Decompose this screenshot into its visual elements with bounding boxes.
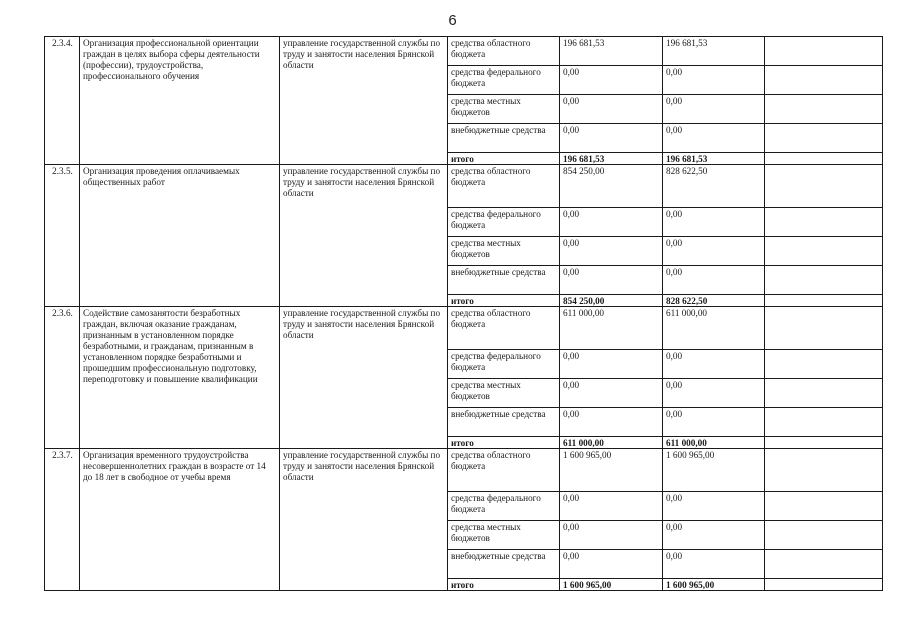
- amount-v1: 0,00: [560, 208, 663, 237]
- section-executor: управление государственной службы по труду и занятости населения Брянской области: [280, 449, 448, 591]
- amount-v1: 0,00: [560, 95, 663, 124]
- total-amount-v3: [765, 437, 883, 449]
- total-label: итого: [448, 437, 560, 449]
- total-amount-v1: 196 681,53: [560, 153, 663, 165]
- amount-v1: 0,00: [560, 237, 663, 266]
- funding-source: внебюджетные средства: [448, 266, 560, 295]
- amount-v2: 1 600 965,00: [663, 449, 765, 492]
- budget-table: [44, 36, 883, 591]
- table-row: [45, 37, 883, 66]
- amount-v3: [765, 208, 883, 237]
- amount-v2: 828 622,50: [663, 165, 765, 208]
- total-amount-v3: [765, 579, 883, 591]
- section-number: 2.3.4.: [45, 37, 80, 165]
- amount-v2: 196 681,53: [663, 37, 765, 66]
- section-name: Организация временного трудоустройства несовершеннолетних граждан в возрасте от 14 до 18 лет в свободное от учебы время: [80, 449, 280, 591]
- amount-v3: [765, 307, 883, 350]
- amount-v1: 0,00: [560, 350, 663, 379]
- amount-v3: [765, 165, 883, 208]
- section-name: Организация профессиональной ориентации граждан в целях выбора сферы деятельности (профессии), трудоустройства, профессионального обучения: [80, 37, 280, 165]
- funding-source: средства областного бюджета: [448, 307, 560, 350]
- amount-v1: 0,00: [560, 124, 663, 153]
- section-name: Содействие самозанятости безработных граждан, включая оказание гражданам, признанным в установленном порядке безработными, и гражданам, признанным в установленном порядке безработными и прошедшим профессиональную подготовку, переподготовку и повышение квалификации: [80, 307, 280, 449]
- total-amount-v3: [765, 153, 883, 165]
- section-number: 2.3.7.: [45, 449, 80, 591]
- total-amount-v1: 611 000,00: [560, 437, 663, 449]
- funding-source: средства областного бюджета: [448, 449, 560, 492]
- amount-v2: 0,00: [663, 550, 765, 579]
- total-label: итого: [448, 295, 560, 307]
- table-row: [45, 165, 883, 208]
- amount-v1: 0,00: [560, 492, 663, 521]
- section-number: 2.3.5.: [45, 165, 80, 307]
- amount-v2: 0,00: [663, 95, 765, 124]
- amount-v3: [765, 449, 883, 492]
- amount-v3: [765, 521, 883, 550]
- funding-source: внебюджетные средства: [448, 408, 560, 437]
- amount-v3: [765, 266, 883, 295]
- total-amount-v2: 828 622,50: [663, 295, 765, 307]
- amount-v3: [765, 350, 883, 379]
- amount-v1: 0,00: [560, 379, 663, 408]
- amount-v3: [765, 237, 883, 266]
- total-amount-v2: 611 000,00: [663, 437, 765, 449]
- total-amount-v2: 196 681,53: [663, 153, 765, 165]
- total-amount-v1: 1 600 965,00: [560, 579, 663, 591]
- total-label: итого: [448, 153, 560, 165]
- amount-v2: 0,00: [663, 350, 765, 379]
- amount-v3: [765, 550, 883, 579]
- funding-source: средства местных бюджетов: [448, 237, 560, 266]
- amount-v3: [765, 379, 883, 408]
- amount-v3: [765, 66, 883, 95]
- amount-v2: 0,00: [663, 124, 765, 153]
- amount-v2: 0,00: [663, 237, 765, 266]
- amount-v1: 611 000,00: [560, 307, 663, 350]
- amount-v1: 0,00: [560, 521, 663, 550]
- total-amount-v2: 1 600 965,00: [663, 579, 765, 591]
- funding-source: средства федерального бюджета: [448, 350, 560, 379]
- amount-v1: 0,00: [560, 550, 663, 579]
- amount-v3: [765, 492, 883, 521]
- total-label: итого: [448, 579, 560, 591]
- total-amount-v1: 854 250,00: [560, 295, 663, 307]
- funding-source: средства местных бюджетов: [448, 95, 560, 124]
- funding-source: средства федерального бюджета: [448, 66, 560, 95]
- amount-v3: [765, 37, 883, 66]
- amount-v1: 0,00: [560, 66, 663, 95]
- section-executor: управление государственной службы по труду и занятости населения Брянской области: [280, 307, 448, 449]
- table-row: [45, 307, 883, 350]
- amount-v2: 0,00: [663, 66, 765, 95]
- amount-v1: 1 600 965,00: [560, 449, 663, 492]
- amount-v3: [765, 95, 883, 124]
- amount-v1: 0,00: [560, 408, 663, 437]
- amount-v3: [765, 124, 883, 153]
- table-row: [45, 449, 883, 492]
- amount-v2: 0,00: [663, 379, 765, 408]
- page-number: 6: [448, 12, 457, 29]
- section-executor: управление государственной службы по труду и занятости населения Брянской области: [280, 37, 448, 165]
- section-name: Организация проведения оплачиваемых общественных работ: [80, 165, 280, 307]
- funding-source: средства федерального бюджета: [448, 492, 560, 521]
- amount-v1: 196 681,53: [560, 37, 663, 66]
- section-number: 2.3.6.: [45, 307, 80, 449]
- amount-v2: 611 000,00: [663, 307, 765, 350]
- amount-v2: 0,00: [663, 408, 765, 437]
- funding-source: средства местных бюджетов: [448, 521, 560, 550]
- amount-v2: 0,00: [663, 208, 765, 237]
- total-amount-v3: [765, 295, 883, 307]
- funding-source: средства федерального бюджета: [448, 208, 560, 237]
- funding-source: средства областного бюджета: [448, 37, 560, 66]
- amount-v1: 854 250,00: [560, 165, 663, 208]
- funding-source: средства местных бюджетов: [448, 379, 560, 408]
- funding-source: внебюджетные средства: [448, 550, 560, 579]
- amount-v1: 0,00: [560, 266, 663, 295]
- amount-v2: 0,00: [663, 266, 765, 295]
- funding-source: внебюджетные средства: [448, 124, 560, 153]
- section-executor: управление государственной службы по труду и занятости населения Брянской области: [280, 165, 448, 307]
- amount-v2: 0,00: [663, 521, 765, 550]
- amount-v3: [765, 408, 883, 437]
- funding-source: средства областного бюджета: [448, 165, 560, 208]
- amount-v2: 0,00: [663, 492, 765, 521]
